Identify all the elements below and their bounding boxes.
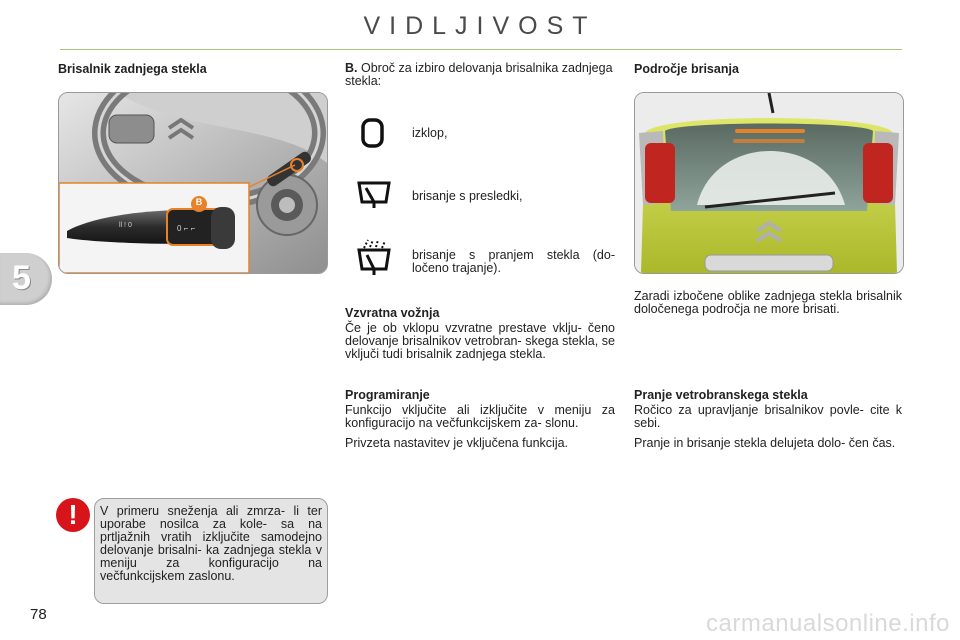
rear-window-photo — [634, 92, 904, 274]
wipe-area-paragraph: Zaradi izbočene oblike zadnjega stekla brisalnik določenega področja ne more brisati. — [634, 289, 902, 316]
washing-heading: Pranje vetrobranskega stekla — [634, 388, 808, 402]
ring-intro-text: Obroč za izbiro delovanja brisalnika zadnjega stekla: — [345, 61, 613, 88]
photo-badge-b: B — [195, 197, 203, 207]
mode-intermittent-label: brisanje s presledki, — [412, 189, 523, 203]
washing-text — [634, 404, 902, 457]
wipe-area-heading: Področje brisanja — [634, 62, 739, 76]
title-divider — [60, 49, 902, 50]
chapter-number: 5 — [12, 259, 31, 297]
rear-wiper-heading: Brisalnik zadnjega stekla — [58, 62, 207, 76]
programming-paragraph-2: Privzeta nastavitev je vključena funkcija. — [345, 436, 569, 450]
steering-stalk-illustration — [59, 93, 327, 273]
exclamation-icon — [56, 498, 90, 532]
programming-heading: Programiranje — [345, 388, 430, 402]
mode-washer-label: brisanje s pranjem stekla (do- ločeno trajanje). — [412, 248, 615, 275]
rear-window-illustration — [635, 93, 903, 273]
page-number: 78 — [30, 606, 47, 623]
washing-paragraph-2: Pranje in brisanje stekla delujeta dolo- čen čas. — [634, 436, 896, 450]
page-title: VIDLJIVOST — [363, 12, 597, 40]
programming-text — [345, 404, 615, 457]
watermark: carmanualsonline.info — [706, 610, 950, 637]
wiper-intermittent-icon — [356, 180, 392, 212]
warning-text: V primeru sneženja ali zmrza- li ter uporabe nosilca za kole- sa na prtljažnih vratih izključite samodejno delovanje brisalni- ka zadnjega stekla v meniju za konfiguracijo na večfunkcijskem zaslonu. — [100, 504, 322, 583]
ring-intro — [345, 62, 615, 88]
programming-paragraph-1: Funkcijo vključite ali izključite v meniju za konfiguracijo na večfunkcijskem za- slonu. — [345, 403, 615, 430]
wiper-washer-icon — [356, 238, 392, 278]
svg-text:ll ! 0: ll ! 0 — [119, 222, 132, 229]
wipe-area-text — [634, 290, 902, 323]
reverse-heading: Vzvratna vožnja — [345, 306, 440, 320]
washing-paragraph-1: Ročico za upravljanje brisalnikov povle- cite k sebi. — [634, 403, 902, 430]
reverse-text — [345, 322, 615, 368]
svg-text:0 ⌐ ⌐: 0 ⌐ ⌐ — [177, 224, 196, 233]
mode-off-label: izklop, — [412, 126, 448, 140]
chapter-tab[interactable] — [0, 253, 52, 305]
steering-stalk-photo — [58, 92, 328, 274]
warning-symbol: ! — [68, 499, 78, 530]
wiper-off-icon — [360, 117, 386, 149]
ring-letter: B. — [345, 61, 358, 75]
reverse-paragraph: Če je ob vklopu vzvratne prestave vklju- čeno delovanje brisalnikov vetrobran- skega stekla, se vključi tudi brisalnik zadnjega stekla. — [345, 321, 615, 361]
